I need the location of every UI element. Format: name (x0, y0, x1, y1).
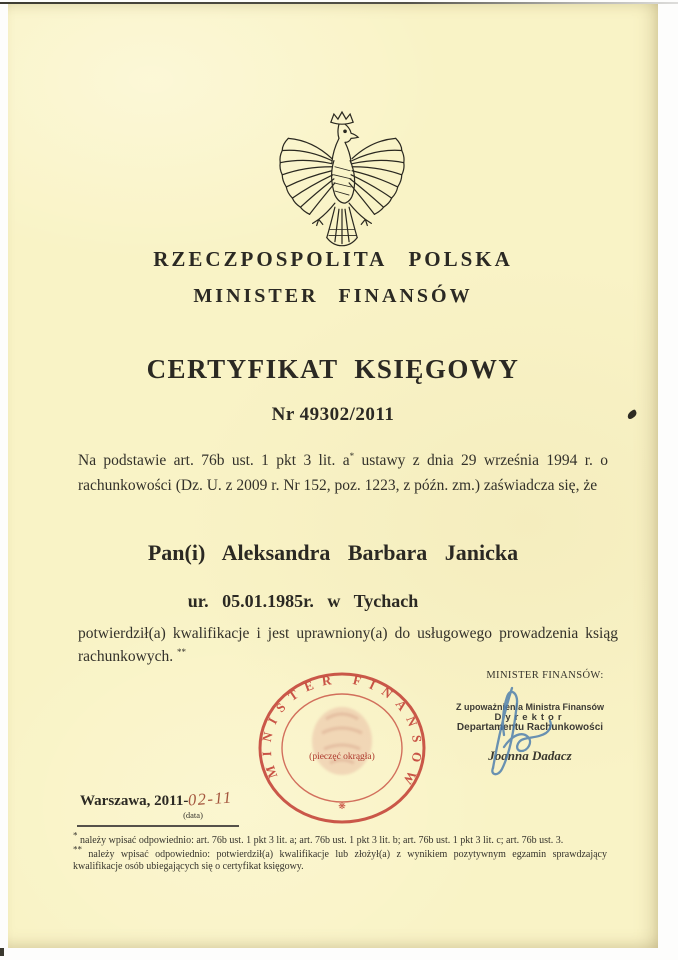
legal-basis-paragraph (78, 448, 608, 498)
legal-basis-text-end: ustawy z dnia 29 września 1994 r. o rachunkowości (Dz. U. z 2009 r. Nr 152, poz. 1223, z późn. zm.) zaświadcza się, że (78, 452, 608, 494)
holder-birth-line: ur. 05.01.1985r. w Tychach (187, 591, 419, 611)
eagle-right-wing (349, 138, 404, 214)
eagle-eye (344, 130, 346, 132)
stamp-eagle-impression (312, 707, 372, 775)
stamp-ring-text: MINISTER FINANSÓW (258, 671, 426, 795)
signer-name: Joanna Dadacz (488, 748, 572, 763)
signer-department: Departamentu Rachunkowości (456, 722, 604, 733)
round-stamp (256, 671, 428, 827)
statement-paragraph (78, 622, 618, 668)
eagle-left-wing (280, 138, 335, 214)
footnote-separator (77, 825, 239, 827)
signature-authorization: Z upoważnienia Ministra Finansów (455, 702, 604, 712)
polish-eagle-emblem (276, 110, 408, 270)
footnote-1-marker: * (73, 830, 78, 841)
holder-name: Pan(i) Aleksandra Barbara Janicka (147, 540, 519, 565)
footnote-1-text: należy wpisać odpowiednio: art. 76b ust. 1 pkt 3 lit. a; art. 76b ust. 1 pkt 3 lit. b; art. 76b ust. 1 pkt 3 lit. c; art. 76b ust. 3. (77, 835, 564, 846)
stamp-center-caption: (pieczęć okrągła) (309, 752, 375, 762)
footnote-2-marker: ** (73, 844, 82, 855)
footnotes-block (73, 830, 607, 874)
eagle-crown (331, 112, 353, 122)
certificate-paper (8, 4, 658, 948)
handwritten-date: 02-11 (187, 787, 234, 810)
issue-place-printed: Warszawa, 2011- (80, 793, 189, 809)
certificate-title: CERTYFIKAT KSIĘGOWY (146, 354, 520, 384)
legal-basis-text-start: Na podstawie art. 76b ust. 1 pkt 3 lit. a (78, 452, 350, 469)
eagle-head (345, 124, 358, 142)
footnote-1 (73, 830, 607, 848)
footnote-2 (73, 844, 607, 874)
eagle-tail (327, 207, 357, 245)
certificate-number: Nr 49302/2011 (271, 404, 395, 425)
scan-corner-mark (0, 948, 4, 956)
footnote-ref-1: * (349, 450, 355, 461)
stamp-ornament-icon: ❋ (338, 801, 346, 811)
footnote-ref-2: ** (177, 646, 186, 657)
date-caption: (data) (183, 810, 203, 820)
authority-heading: MINISTER FINANSÓW (193, 285, 473, 307)
signer-title: Dyrektor (494, 712, 566, 723)
issue-line (80, 787, 234, 810)
handwritten-signature (460, 675, 590, 783)
statement-text: potwierdził(a) kwalifikacje i jest uprawniony(a) do usługowego prowadzenia ksiąg rachunkowych. (78, 625, 618, 665)
country-heading: RZECZPOSPOLITA POLSKA (153, 247, 513, 271)
scan-edge-line (0, 2, 678, 4)
footnote-2-text: należy wpisać odpowiednio: potwierdził(a) kwalifikacje lub złożył(a) z wynikiem pozytywnym egzamin sprawdzający kwalifikacje osób ubiegających się o certyfikat księgowy. (73, 848, 607, 872)
minister-label: MINISTER FINANSÓW: (486, 670, 604, 681)
